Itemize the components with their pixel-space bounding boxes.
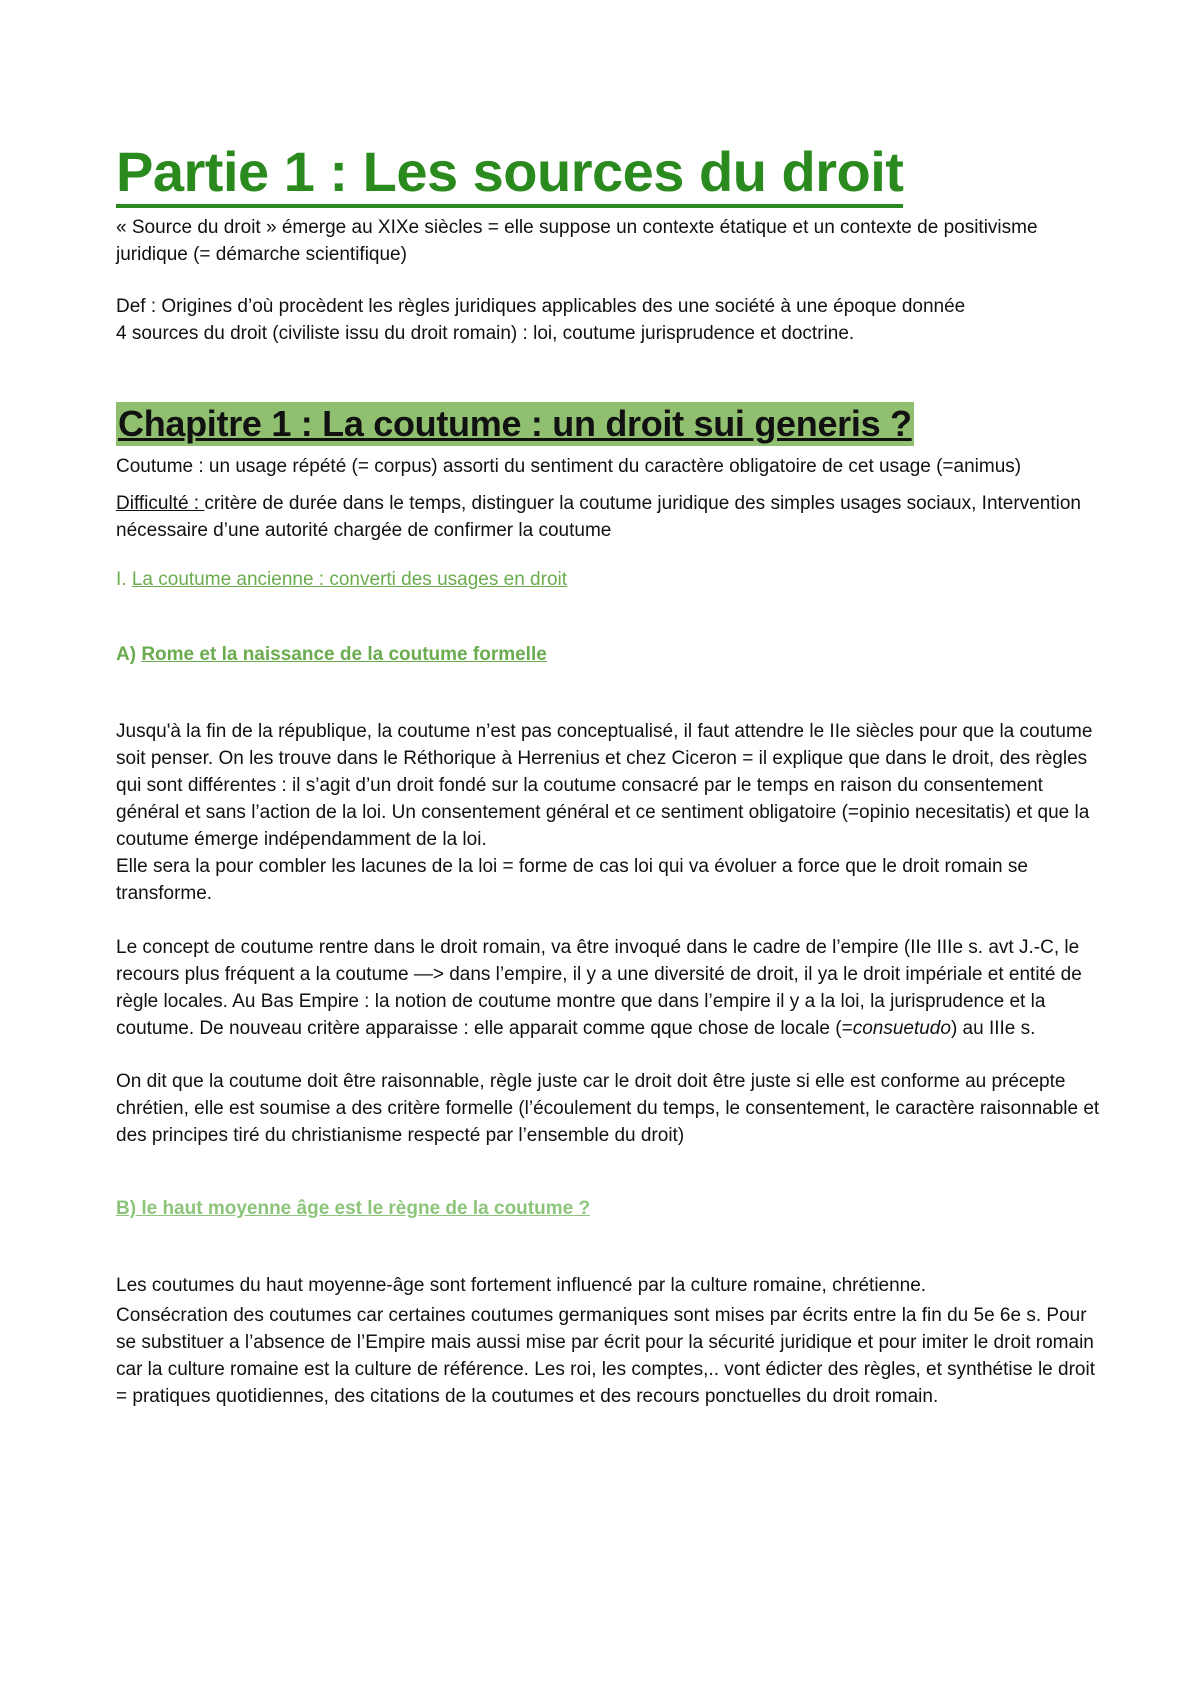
moyen-age-paragraph-1: Les coutumes du haut moyenne-âge sont fortement influencé par la culture romaine, chrétienne. bbox=[116, 1275, 927, 1296]
difficulte-label: Difficulté : bbox=[116, 493, 205, 514]
coutume-definition: Coutume : un usage répété (= corpus) assorti du sentiment du caractère obligatoire de cet usage (=animus) bbox=[116, 456, 1022, 477]
sources-paragraph: 4 sources du droit (civiliste issu du droit romain) : loi, coutume jurisprudence et doctrine. bbox=[116, 323, 855, 344]
rome-paragraph-1: Jusqu'à la fin de la république, la coutume n’est pas conceptualisé, il faut attendre le IIe siècles pour que la coutume soit penser. On les trouve dans le Réthorique à Herrenius et chez Ciceron = il explique que dans le droit, des règles qui sont différentes : il s’agit d’un droit fondé sur la coutume consacré par le temps en raison du consentement général et sans l’action de la loi. Un consentement général et ce sentiment obligatoire (=opinio necesitatis) et que la coutume émerge indépendamment de la loi. bbox=[116, 721, 1093, 850]
chapter-title: Chapitre 1 : La coutume : un droit sui generis ? bbox=[118, 403, 912, 444]
subsection-title: Rome et la naissance de la coutume formelle bbox=[141, 644, 547, 665]
subsection-letter: A) bbox=[116, 644, 142, 665]
subsection-heading-b: B) le haut moyenne âge est le règne de la coutume ? bbox=[116, 1198, 591, 1219]
moyen-age-paragraph-2: Consécration des coutumes car certaines coutumes germaniques sont mises par écrits entre la fin du 5e 6e s. Pour se substituer a l’absence de l’Empire mais aussi mise par écrit pour la sécurité juridique et pour imiter le droit romain car la culture romaine est la culture de référence. Les roi, les comptes,.. vont édicter des règles, et synthétise le droit = pratiques quotidiennes, des citations de la coutumes et des recours ponctuelles du droit romain. bbox=[116, 1305, 1095, 1407]
difficulte-text: critère de durée dans le temps, distinguer la coutume juridique des simples usages sociaux, Intervention nécessaire d’une autorité chargée de confirmer la coutume bbox=[116, 493, 1081, 541]
definition-paragraph: Def : Origines d’où procèdent les règles juridiques applicables des une société à une époque donnée bbox=[116, 296, 966, 317]
intro-paragraph: « Source du droit » émerge au XIXe siècles = elle suppose un contexte étatique et un contexte de positivisme juridique (= démarche scientifique) bbox=[116, 217, 1038, 265]
paragraph-text: Le concept de coutume rentre dans le droit romain, va être invoqué dans le cadre de l’empire (IIe IIIe s. avt J.-C, le recours plus fréquent a la coutume —> dans l’empire, il y a une diversité de droit, il ya le droit impériale et entité de règle locales. Au Bas Empire : la notion de coutume montre que dans l’empire il y a la loi, la jurisprudence et la coutume. De nouveau critère apparaisse : elle apparait comme qque chose de locale (= bbox=[116, 937, 1082, 1039]
rome-paragraph-3 bbox=[116, 934, 1106, 1042]
section-number: I. bbox=[116, 569, 132, 590]
difficulte-paragraph bbox=[116, 490, 1106, 544]
document-page bbox=[116, 140, 1106, 1410]
paragraph-text: ) au IIIe s. bbox=[950, 1018, 1036, 1039]
rome-paragraph-2: Elle sera la pour combler les lacunes de la loi = forme de cas loi qui va évoluer a force que le droit romain se transforme. bbox=[116, 856, 1028, 904]
subsection-heading-a bbox=[116, 641, 1106, 668]
section-heading-1 bbox=[116, 566, 1106, 593]
italic-term: consuetudo bbox=[852, 1018, 951, 1039]
part-title: Partie 1 : Les sources du droit bbox=[116, 140, 903, 208]
rome-paragraph-4: On dit que la coutume doit être raisonnable, règle juste car le droit doit être juste si elle est conforme au précepte chrétien, elle est soumise a des critère formelle (l’écoulement du temps, le consentement, le caractère raisonnable et des principes tiré du christianisme respecté par l’ensemble du droit) bbox=[116, 1071, 1100, 1146]
section-title: La coutume ancienne : converti des usages en droit bbox=[131, 569, 568, 590]
